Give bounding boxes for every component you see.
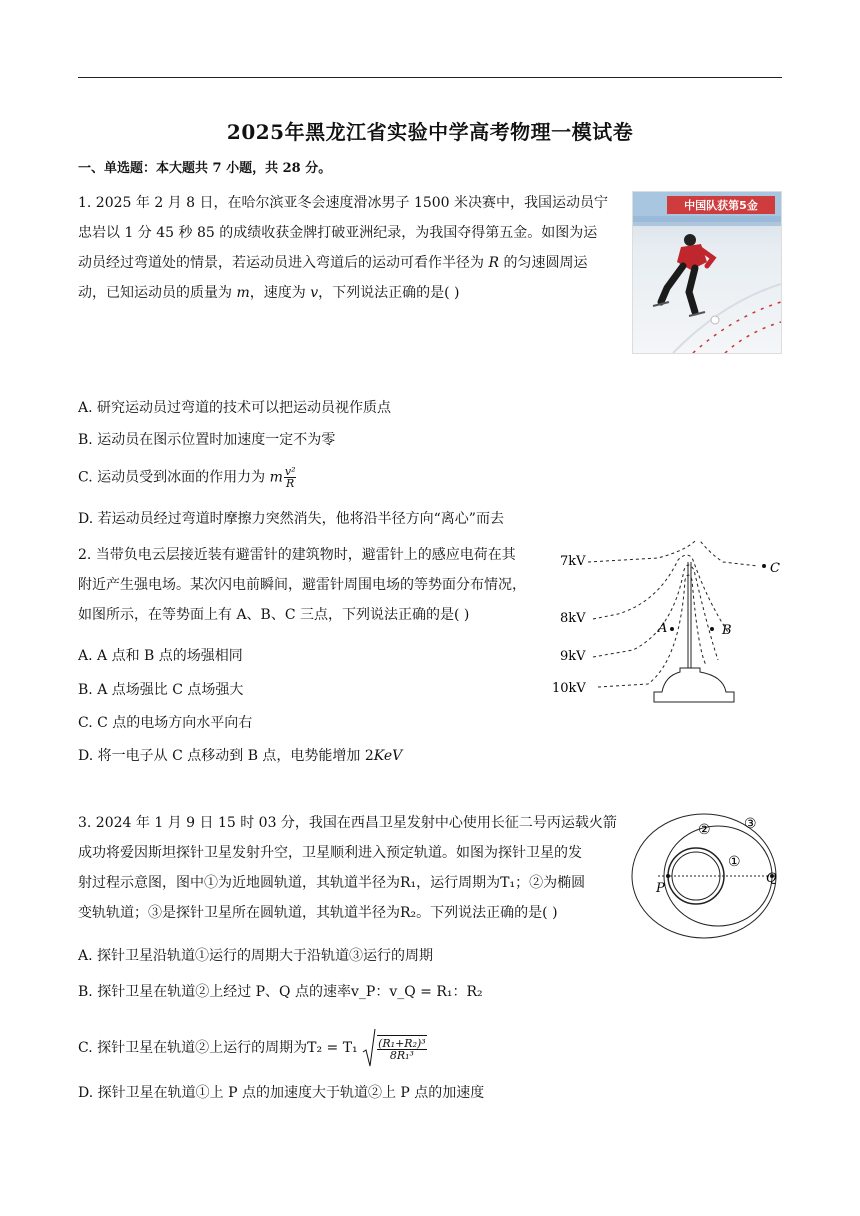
q1-line: 动员经过弯道处的情景，若运动员进入弯道后的运动可看作半径为 R 的匀速圆周运: [78, 255, 588, 271]
fraction: $\frac{\text{v²}}{R}$: [284, 465, 296, 490]
section-heading: 一、单选题：本大题共 7 小题，共 28 分。: [78, 161, 332, 176]
q2-line: 附近产生强电场。某次闪电前瞬间，避雷针周围电场的等势面分布情况，: [78, 577, 526, 593]
question-2-stem: [78, 540, 558, 630]
q3-option-d: D. 探针卫星在轨道①上 P 点的加速度大于轨道②上 P 点的加速度: [78, 1085, 485, 1101]
q2-line: 如图所示，在等势面上有 A、B、C 三点，下列说法正确的是( ): [78, 607, 470, 623]
q2-option-a: A. A 点和 B 点的场强相同: [78, 648, 243, 664]
page-title: 2025年黑龙江省实验中学高考物理一模试卷: [226, 120, 634, 144]
q1-line: 1. 2025 年 2 月 8 日，在哈尔滨亚冬会速度滑冰男子 1500 米决赛中，我国运动员宁: [78, 195, 609, 211]
orbit-1-label: ①: [728, 854, 741, 870]
q3-option-a: A. 探针卫星沿轨道①运行的周期大于沿轨道③运行的周期: [78, 948, 434, 964]
label-9kv: 9kV: [560, 649, 586, 664]
photo-banner: 中国队获第5金: [684, 199, 758, 212]
question-3-stem: [78, 808, 630, 928]
top-rule: [78, 77, 782, 78]
point-a: A: [658, 621, 668, 636]
q2-option-b: B. A 点场强比 C 点场强大: [78, 682, 244, 698]
q1-option-c: C. 运动员受到冰面的作用力为 m $\frac{\text{v²}}{R}$: [78, 465, 296, 490]
q3-option-c: C. 探针卫星在轨道②上运行的周期为T₂ = T₁ $\frac{\text{(R₁+R₂)³}}{\text{8R₁³}}$: [78, 1028, 427, 1068]
orbit-2-label: ②: [698, 822, 711, 838]
orbit-figure: [628, 808, 786, 948]
q2-line: 2. 当带负电云层接近装有避雷针的建筑物时，避雷针上的感应电荷在其: [78, 547, 516, 563]
equipotential-figure: [548, 540, 788, 714]
q3-option-b: B. 探针卫星在轨道②上经过 P、Q 点的速率v_P：v_Q = R₁：R₂: [78, 984, 483, 1000]
point-c: C: [770, 561, 780, 576]
skater-photo: [632, 191, 782, 354]
q1-line: 动，已知运动员的质量为 m，速度为 v，下列说法正确的是( ): [78, 285, 460, 301]
orbit-3-label: ③: [744, 816, 757, 832]
point-q: Q: [766, 871, 777, 886]
q1-option-a: A. 研究运动员过弯道的技术可以把运动员视作质点: [78, 400, 392, 416]
label-7kv: 7kV: [560, 554, 586, 569]
q1-option-b: B. 运动员在图示位置时加速度一定不为零: [78, 432, 336, 448]
q3-line: 射过程示意图，图中①为近地圆轨道，其轨道半径为R₁，运行周期为T₁；②为椭圆: [78, 875, 586, 891]
q1-option-d: D. 若运动员经过弯道时摩擦力突然消失，他将沿半径方向“离心”而去: [78, 511, 504, 527]
point-b: B: [722, 623, 732, 638]
q1-line: 忠岩以 1 分 45 秒 85 的成绩收获金牌打破亚洲纪录，为我国夺得第五金。如图为运: [78, 225, 598, 241]
point-p: P: [656, 881, 665, 896]
q2-option-d: D. 将一电子从 C 点移动到 B 点，电势能增加 2KeV: [78, 748, 403, 764]
label-10kv: 10kV: [552, 681, 586, 696]
label-8kv: 8kV: [560, 611, 586, 626]
question-1-stem: [78, 188, 630, 308]
sqrt-expression: $\frac{\text{(R₁+R₂)³}}{\text{8R₁³}}$: [362, 1028, 427, 1068]
q3-line: 变轨轨道；③是探针卫星所在圆轨道，其轨道半径为R₂。下列说法正确的是( ): [78, 905, 558, 921]
q2-option-c: C. C 点的电场方向水平向右: [78, 715, 253, 731]
q3-line: 成功将爱因斯坦探针卫星发射升空，卫星顺利进入预定轨道。如图为探针卫星的发: [78, 845, 582, 861]
q3-line: 3. 2024 年 1 月 9 日 15 时 03 分，我国在西昌卫星发射中心使用长征二号丙运载火箭: [78, 815, 617, 831]
